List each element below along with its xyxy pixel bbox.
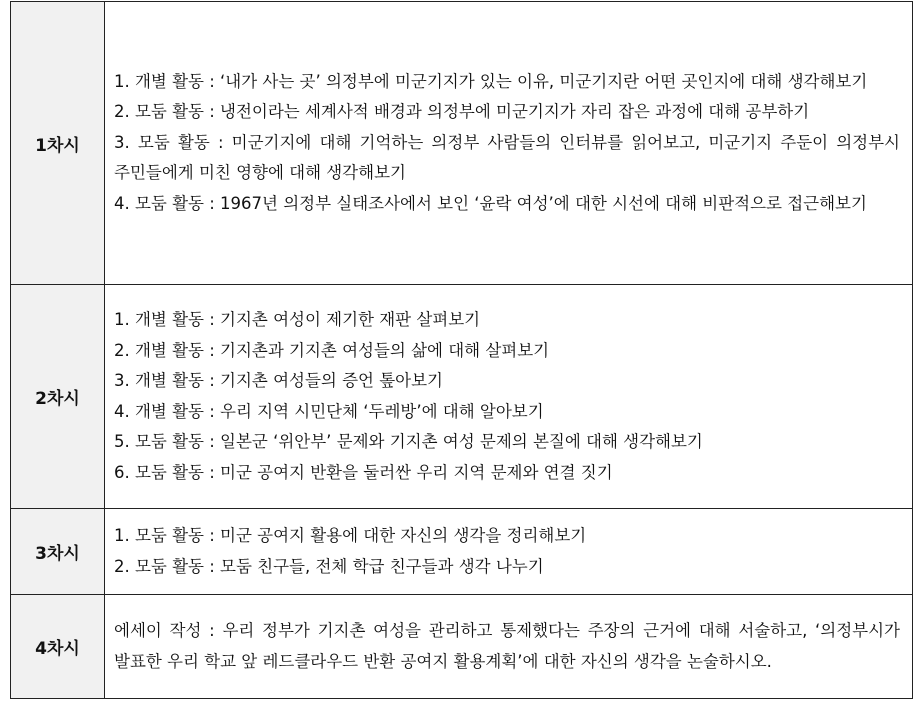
activity-item: 4. 개별 활동 : 우리 지역 시민단체 ‘두레방’에 대해 알아보기 — [114, 401, 544, 421]
session-row-1 — [11, 2, 913, 285]
session-activities — [105, 285, 913, 509]
activity-item: 3. 모둠 활동 : 미군기지에 대해 기억하는 의정부 사람들의 인터뷰를 읽어보고, 미군기지 주둔이 의정부시 주민들에게 미친 영향에 대해 생각해보기 — [114, 132, 900, 183]
activity-item: 5. 모둠 활동 : 일본군 ‘위안부’ 문제와 기지촌 여성 문제의 본질에 대해 생각해보기 — [114, 432, 703, 451]
activity-item: 3. 개별 활동 : 기지촌 여성들의 증언 톺아보기 — [114, 371, 443, 390]
activity-item: 2. 개별 활동 : 기지촌과 기지촌 여성들의 삶에 대해 살펴보기 — [114, 340, 550, 360]
session-activities — [105, 2, 913, 285]
session-label: 3차시 — [11, 509, 105, 595]
activity-item: 1. 개별 활동 : ‘내가 사는 곳’ 의정부에 미군기지가 있는 이유, 미군기지란 어떤 곳인지에 대해 생각해보기 — [114, 71, 868, 91]
session-row-3 — [11, 509, 913, 595]
session-label: 4차시 — [11, 595, 105, 699]
activity-item: 1. 개별 활동 : 기지촌 여성이 제기한 재판 살펴보기 — [114, 310, 481, 329]
activity-item: 2. 모둠 활동 : 냉전이라는 세계사적 배경과 의정부에 미군기지가 자리 잡은 과정에 대해 공부하기 — [114, 102, 810, 122]
session-row-2 — [11, 285, 913, 509]
activity-item: 4. 모둠 활동 : 1967년 의정부 실태조사에서 보인 ‘윤락 여성’에 대한 시선에 대해 비판적으로 접근해보기 — [114, 193, 867, 213]
lesson-plan-table — [10, 1, 913, 699]
session-activities — [105, 509, 913, 595]
session-essay — [105, 595, 913, 699]
session-row-4 — [11, 595, 913, 699]
essay-prompt: 에세이 작성 : 우리 정부가 기지촌 여성을 관리하고 통제했다는 주장의 근거에 대해 서술하고, ‘의정부시가 발표한 우리 학교 앞 레드클라우드 반환 공여지 활용계획’에 대한 자신의 생각을 논술하시오. — [114, 621, 900, 671]
activity-item: 2. 모둠 활동 : 모둠 친구들, 전체 학급 친구들과 생각 나누기 — [114, 556, 544, 576]
session-label: 1차시 — [11, 2, 105, 285]
activity-item: 6. 모둠 활동 : 미군 공여지 반환을 둘러싼 우리 지역 문제와 연결 짓기 — [114, 462, 613, 482]
activity-item: 1. 모둠 활동 : 미군 공여지 활용에 대한 자신의 생각을 정리해보기 — [114, 526, 587, 545]
session-label: 2차시 — [11, 285, 105, 509]
